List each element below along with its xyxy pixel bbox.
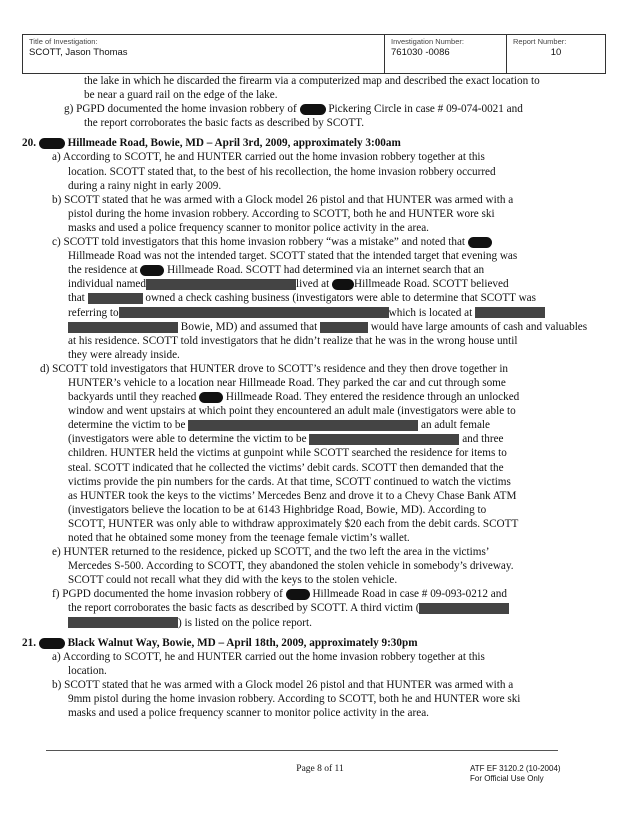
redaction-mark [140,265,164,276]
section-number: 20. [22,137,36,150]
text-segment: lived at [296,278,330,291]
text-line: (investigators believe the location to be at 6143 Highbridge Road, Bowie, MD). According to [68,503,487,516]
redaction-mark [68,617,178,628]
text-segment: individual named [68,278,146,291]
report-number-label: Report Number: [513,37,567,46]
text-line: children. HUNTER held the victims at gunpoint while SCOTT searched the residence for items to [68,447,507,460]
text-segment: and three [462,433,504,446]
redaction-mark [419,603,509,614]
text-line: as HUNTER took the keys to the victims’ Mercedes Benz and drove it to a Chevy Chase Bank ATM [68,489,517,502]
text-segment: an adult female [421,419,490,432]
form-number [470,764,561,784]
text-line: victims provide the pin numbers for the cards. At that time, SCOTT continued to watch the victims [68,475,511,488]
report-number-cell [507,35,605,73]
text-line: at his residence. SCOTT told investigators that he didn’t realize that he was in the wrong house until [68,334,518,347]
text-line: pistol during the home invasion robbery. According to SCOTT, both he and HUNTER wore ski [68,207,495,220]
redaction-mark [300,104,326,115]
redaction-mark [88,293,143,304]
report-header [22,34,606,74]
page-number: Page 8 of 11 [296,764,344,774]
text-line: masks and used a police frequency scanner to monitor police activity in the area. [68,221,429,234]
text-line: masks and used a police frequency scanner to monitor police activity in the area. [68,707,429,720]
official-use-notice: For Official Use Only [470,774,544,783]
text-segment: determine the victim to be [68,419,186,432]
text-segment: would have large amounts of cash and valuables [370,320,588,333]
title-label: Title of Investigation: [29,37,98,46]
text-line: SCOTT, HUNTER was only able to withdraw approximately $20 each from the debit cards. SCOTT [68,517,519,530]
report-body [22,74,616,720]
text-line [22,291,616,305]
redaction-mark [468,237,492,248]
text-line [22,263,616,277]
text-line [22,616,616,630]
text-line [22,390,616,404]
text-segment: which is located at [388,306,473,319]
text-line: they were already inside. [68,348,180,361]
text-line: noted that he obtained some money from the teenage female victim’s wallet. [68,532,410,544]
text-line: a) According to SCOTT, he and HUNTER carried out the home invasion robbery together at this [52,151,485,164]
text-line: during a rainy night in early 2009. [68,179,222,192]
text-line: be near a guard rail on the edge of the lake. [84,89,278,102]
title-cell [23,35,385,73]
text-line: steal. SCOTT indicated that he collected the victims’ debit cards. SCOTT then demanded that the [68,461,504,474]
text-line [22,306,616,320]
text-line: Hillmeade Road was not the intended target. SCOTT stated that the intended target that evening was [68,250,518,263]
text-segment: c) SCOTT told investigators that this home invasion robbery “was a mistake” and noted that [52,236,466,249]
text-segment: Pickering Circle in case # 09-074-0021 and [328,103,523,116]
text-segment: ) is listed on the police report. [178,616,312,629]
text-line: e) HUNTER returned to the residence, picked up SCOTT, and the two left the area in the victims’ [52,546,490,559]
report-number-value: 10 [550,47,562,58]
text-line: b) SCOTT stated that he was armed with a Glock model 26 pistol and that HUNTER was armed with a [52,193,514,206]
text-line [22,587,616,601]
text-segment: Hillmeade Road. They entered the residence through an unlocked [225,391,520,404]
section-heading-20 [22,136,616,150]
text-line: b) SCOTT stated that he was armed with a Glock model 26 pistol and that HUNTER was armed with a [52,678,514,691]
footer-divider [46,750,558,751]
redaction-mark [39,638,65,649]
text-line: a) According to SCOTT, he and HUNTER carried out the home invasion robbery together at this [52,650,485,663]
redaction-mark [309,434,459,445]
text-line: location. [68,664,107,677]
text-segment: the residence at [68,264,138,277]
text-line: 9mm pistol during the home invasion robbery. According to SCOTT, both he and HUNTER wore ski [68,693,521,706]
text-segment: referring to [68,306,119,319]
text-line: the lake in which he discarded the firearm via a computerized map and described the exact location to [84,75,540,87]
text-line: HUNTER’s vehicle to a location near Hillmeade Road. They parked the car and cut through some [68,376,506,389]
redaction-mark [475,307,545,318]
text-line: window and went upstairs at which point they encountered an adult male (investigators were able to [68,405,516,418]
text-line [22,432,616,446]
redaction-mark [320,322,368,333]
text-line: the report corroborates the basic facts as described by SCOTT. [84,117,365,130]
text-segment: g) PGPD documented the home invasion robbery of [64,103,297,116]
text-segment: that [68,292,85,305]
text-segment: backyards until they reached [68,391,197,404]
redaction-mark [188,420,418,431]
section-title: Hillmeade Road, Bowie, MD – April 3rd, 2009, approximately 3:00am [67,137,401,150]
text-line [22,601,616,615]
text-segment: Hillmeade Road in case # 09-093-0212 and [312,588,507,601]
text-line [22,235,616,249]
text-line: d) SCOTT told investigators that HUNTER drove to SCOTT’s residence and they then drove together in [40,362,509,375]
redaction-mark [146,279,296,290]
text-line: location. SCOTT stated that, to the best of his recollection, the home invasion robbery occurred [68,165,496,178]
investigation-number-value: 761030 -0086 [391,47,450,58]
text-segment: Bowie, MD) and assumed that [180,320,318,333]
text-segment: Hillmeade Road. SCOTT had determined via an internet search that an [167,264,485,277]
text-segment: (investigators were able to determine the victim to be [68,433,307,446]
investigation-number-cell [385,35,507,73]
text-segment: Hillmeade Road. SCOTT believed [354,278,509,291]
text-segment: f) PGPD documented the home invasion robbery of [52,588,283,601]
text-line: SCOTT could not recall what they did with the keys to the stolen vehicle. [68,574,398,587]
text-segment: owned a check cashing business (investigators were able to determine that SCOTT was [145,292,537,305]
redaction-mark [39,138,65,149]
text-line [22,320,616,334]
text-line: Mercedes S-500. According to SCOTT, they abandoned the stolen vehicle in somebody’s driveway. [68,560,514,573]
section-title: Black Walnut Way, Bowie, MD – April 18th, 2009, approximately 9:30pm [67,636,418,649]
title-value: SCOTT, Jason Thomas [29,47,128,58]
section-number: 21. [22,636,36,649]
text-line [22,102,616,116]
investigation-number-label: Investigation Number: [391,37,464,46]
text-line [22,418,616,432]
text-line [22,277,616,291]
redaction-mark [332,279,354,290]
form-id: ATF EF 3120.2 (10-2004) [470,764,561,773]
redaction-mark [199,392,223,403]
redaction-mark [119,307,389,318]
redaction-mark [68,322,178,333]
redaction-mark [286,589,310,600]
section-heading-21 [22,636,616,650]
text-segment: the report corroborates the basic facts as described by SCOTT. A third victim ( [68,602,420,615]
